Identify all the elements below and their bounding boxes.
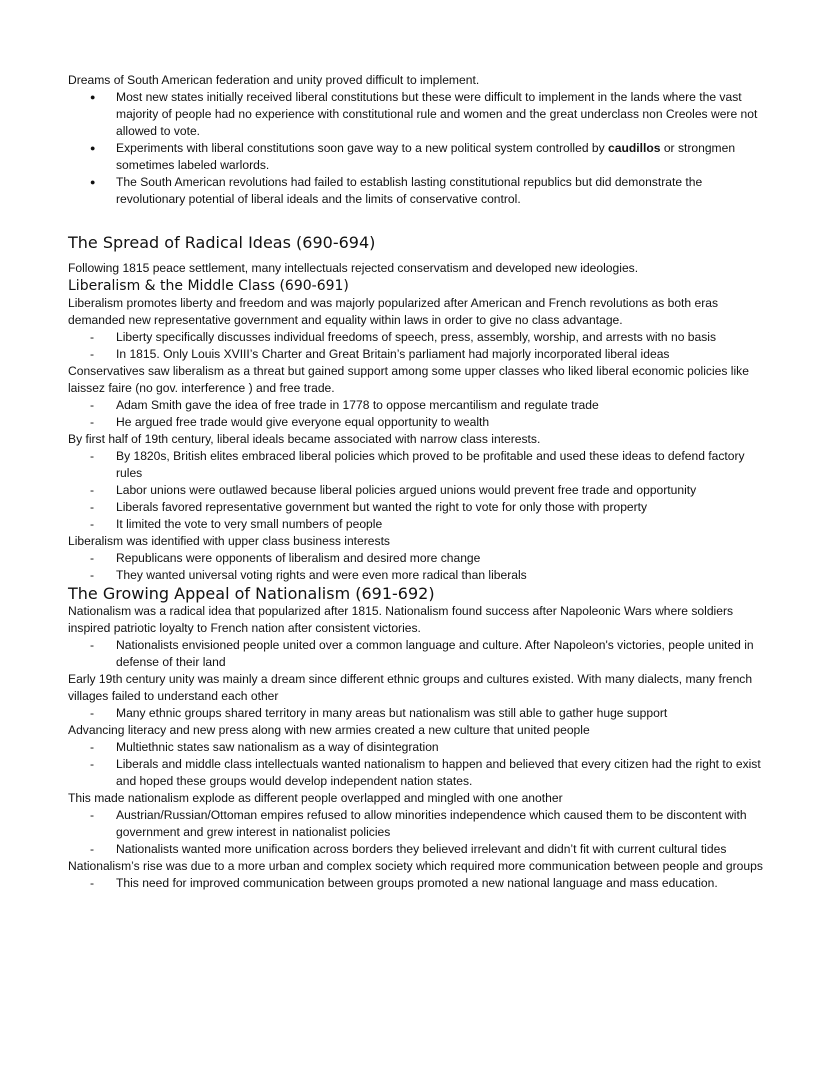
list-item: - This need for improved communication between groups promoted a new national language and mass education. — [116, 875, 768, 892]
intro-line: Dreams of South American federation and unity proved difficult to implement. — [68, 73, 480, 87]
list-item: - Nationalists envisioned people united over a common language and culture. After Napoleon's victories, people united in defense of their land — [116, 637, 768, 671]
intro-bullet — [116, 140, 768, 174]
bold-term: caudillos — [608, 141, 661, 155]
dash-list — [68, 397, 768, 431]
list-item: - Many ethnic groups shared territory in many areas but nationalism was still able to gather huge support — [116, 705, 768, 722]
bullet-text: or strongmen sometimes labeled warlords. — [116, 141, 736, 172]
paragraph: By first half of 19th century, liberal ideals became associated with narrow class interests. — [68, 432, 541, 446]
list-item: - It limited the vote to very small numbers of people — [116, 516, 768, 533]
list-item: - In 1815. Only Louis XVIII’s Charter and Great Britain’s parliament had majorly incorporated liberal ideas — [116, 346, 768, 363]
paragraph: Liberalism was identified with upper class business interests — [68, 534, 390, 548]
paragraph: This made nationalism explode as different people overlapped and mingled with one another — [68, 791, 563, 805]
section-lead: Following 1815 peace settlement, many intellectuals rejected conservatism and developed new ideologies. — [68, 261, 639, 275]
list-item: - Labor unions were outlawed because liberal policies argued unions would prevent free trade and opportunity — [116, 482, 768, 499]
paragraph: Liberalism promotes liberty and freedom and was majorly popularized after American and French revolutions as both eras demanded new representative government and equality within laws in order to give no class advantage. — [68, 296, 719, 327]
intro-bullet: ● The South American revolutions had failed to establish lasting constitutional republics but did demonstrate the revolutionary potential of liberal ideals and the limits of conservative control. — [116, 174, 768, 208]
paragraph: Nationalism was a radical idea that popularized after 1815. Nationalism found success after Napoleonic Wars where soldiers inspired patriotic loyalty to French nation after consistent victories. — [68, 604, 734, 635]
list-item: - Multiethnic states saw nationalism as a way of disintegration — [116, 739, 768, 756]
paragraph: Conservatives saw liberalism as a threat but gained support among some upper classes who liked liberal economic policies like laissez faire (no gov. interference ) and free trade. — [68, 364, 749, 395]
dash-list — [68, 329, 768, 363]
list-item: - He argued free trade would give everyone equal opportunity to wealth — [116, 414, 768, 431]
dash-list — [68, 637, 768, 671]
bullet-text: Experiments with liberal constitutions soon gave way to a new political system controlled by — [116, 141, 609, 155]
intro-bullet-list — [68, 89, 768, 208]
list-item: - They wanted universal voting rights and were even more radical than liberals — [116, 567, 768, 584]
subsection-heading-nationalism: The Growing Appeal of Nationalism (691-692) — [68, 584, 435, 603]
dash-list — [68, 807, 768, 858]
list-item: - Adam Smith gave the idea of free trade in 1778 to oppose mercantilism and regulate trade — [116, 397, 768, 414]
list-item: - Nationalists wanted more unification across borders they believed irrelevant and didn’t fit with current cultural tides — [116, 841, 768, 858]
list-item: - Liberals and middle class intellectuals wanted nationalism to happen and believed that every citizen had the right to exist and hoped these groups would develop independent nation states. — [116, 756, 768, 790]
dash-list — [68, 705, 768, 722]
paragraph: Nationalism’s rise was due to a more urban and complex society which required more communication between people and groups — [68, 859, 763, 873]
paragraph: Advancing literacy and new press along with new armies created a new culture that united people — [68, 723, 590, 737]
list-item: - Liberals favored representative government but wanted the right to vote for only those with property — [116, 499, 768, 516]
dash-list — [68, 739, 768, 790]
list-item: - Republicans were opponents of liberalism and desired more change — [116, 550, 768, 567]
intro-bullet: ● Most new states initially received liberal constitutions but these were difficult to implement in the lands where the vast majority of people had no experience with constitutional rule and women and the great underclass non Creoles were not allowed to vote. — [116, 89, 768, 140]
list-item: - By 1820s, British elites embraced liberal policies which proved to be profitable and used these ideas to defend factory rules — [116, 448, 768, 482]
list-item: - Austrian/Russian/Ottoman empires refused to allow minorities independence which caused them to be discontent with government and grew interest in nationalist policies — [116, 807, 768, 841]
subsection-heading-liberalism: Liberalism & the Middle Class (690-691) — [68, 278, 349, 294]
section-heading: The Spread of Radical Ideas (690-694) — [68, 233, 376, 252]
dash-list — [68, 550, 768, 584]
dash-list — [68, 875, 768, 892]
paragraph: Early 19th century unity was mainly a dream since different ethnic groups and cultures existed. With many dialects, many french villages failed to understand each other — [68, 672, 753, 703]
list-item: - Liberty specifically discusses individual freedoms of speech, press, assembly, worship, and arrests with no basis — [116, 329, 768, 346]
dash-list — [68, 448, 768, 533]
